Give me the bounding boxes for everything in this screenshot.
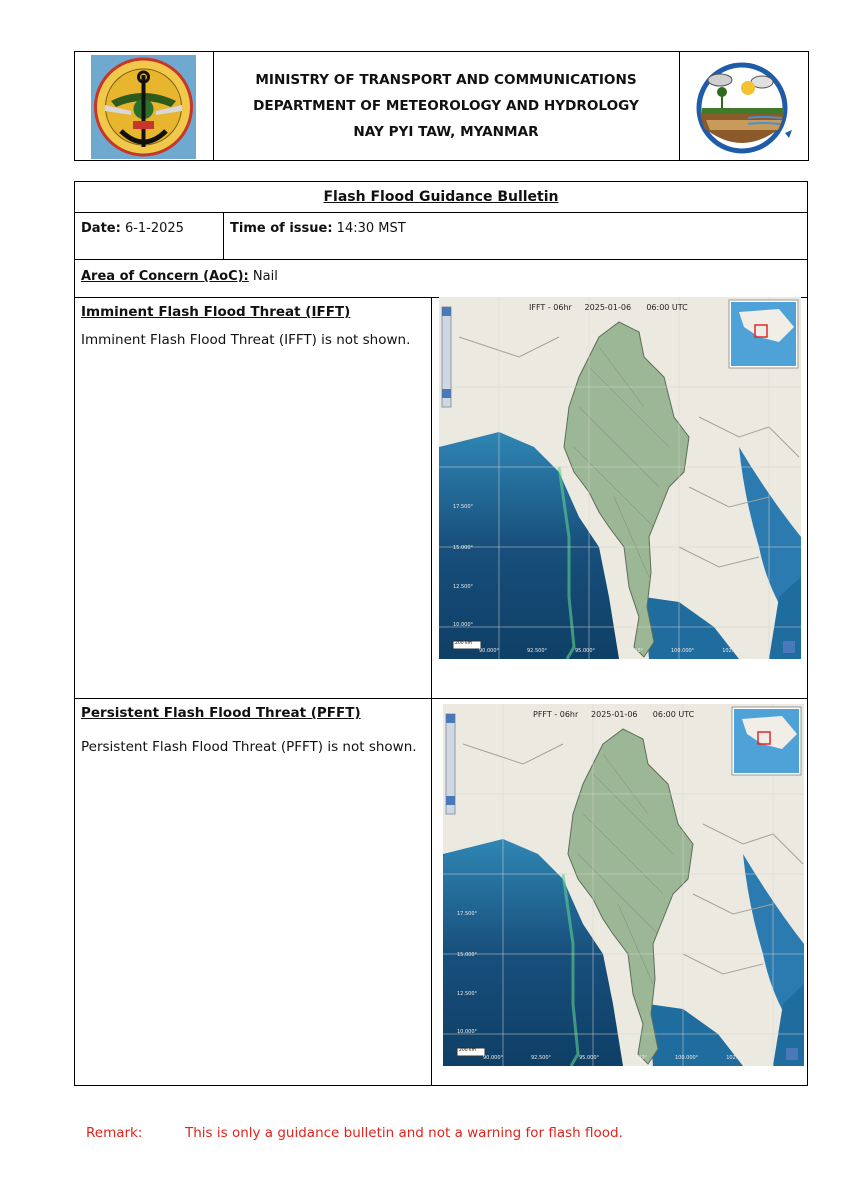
ifft-lat-label-4: 10.000° (453, 622, 473, 628)
ministry-logo (91, 55, 196, 159)
pfft-map-caption (533, 710, 694, 719)
aoc-value: Nail (252, 269, 278, 284)
ifft-body: Imminent Flash Flood Threat (IFFT) is not shown. (81, 332, 411, 348)
pfft-lon-label: 100.000° (675, 1055, 699, 1061)
remark-label: Remark: (86, 1125, 143, 1141)
pfft-heading: Persistent Flash Flood Threat (PFFT) (81, 705, 361, 721)
ifft-scale-bar: 200 km (455, 641, 473, 646)
bulletin-title: Flash Flood Guidance Bulletin (323, 189, 559, 205)
pfft-map-time: 06:00 UTC (652, 710, 695, 719)
pfft-lon-label: 97.500° (627, 1055, 647, 1061)
ifft-map-date: 2025-01-06 (584, 303, 632, 312)
ifft-lon-label: 100.000° (671, 648, 695, 654)
aoc-label: Area of Concern (AoC): (81, 269, 249, 284)
date-value: 6-1-2025 (124, 221, 184, 236)
ifft-lon-label: 90.000° (479, 648, 499, 654)
row-divider-sections (74, 698, 808, 699)
pfft-map (443, 704, 804, 1066)
pfft-lon-label: 90.000° (483, 1055, 503, 1061)
pfft-lat-label-3: 12.500° (457, 991, 477, 997)
pfft-map-product: PFFT - 06hr (533, 710, 579, 719)
department-name: DEPARTMENT OF METEOROLOGY AND HYDROLOGY (253, 98, 639, 114)
pfft-lat-label-4: 10.000° (457, 1029, 477, 1035)
ifft-lat-label-2: 15.000° (453, 545, 473, 551)
ifft-map-caption (529, 303, 688, 312)
letterhead-text (213, 52, 679, 160)
date-col-divider (223, 212, 224, 260)
section-col-divider (431, 297, 432, 1086)
time-label: Time of issue: (230, 221, 333, 236)
dmh-logo (690, 58, 800, 156)
time-cell (230, 214, 406, 244)
pfft-lon-labels (483, 1055, 749, 1061)
remark-text: This is only a guidance bulletin and not a warning for flash flood. (185, 1125, 623, 1141)
ifft-heading: Imminent Flash Flood Threat (IFFT) (81, 304, 351, 320)
time-value: 14:30 MST (336, 221, 406, 236)
location-name: NAY PYI TAW, MYANMAR (353, 124, 539, 140)
ifft-map-product: IFFT - 06hr (529, 303, 572, 312)
ifft-lon-label: 97.500° (623, 648, 643, 654)
date-label: Date: (81, 221, 121, 236)
pfft-lon-label: 92.500° (531, 1055, 551, 1061)
letterhead-divider-right (679, 51, 680, 161)
row-divider-title (74, 212, 808, 213)
ifft-lon-label: 92.500° (527, 648, 547, 654)
pfft-body: Persistent Flash Flood Threat (PFFT) is not shown. (81, 739, 417, 755)
ifft-map-time: 06:00 UTC (646, 303, 688, 312)
pfft-lon-label: 95.000° (579, 1055, 599, 1061)
ifft-lat-label-1: 17.500° (453, 504, 473, 510)
ifft-lon-labels (479, 648, 745, 654)
aoc-cell (81, 262, 278, 292)
pfft-scale-bar: 200 km (459, 1048, 477, 1053)
ifft-lon-label: 102.500° (722, 648, 746, 654)
row-divider-date (74, 259, 808, 260)
ministry-name: MINISTRY OF TRANSPORT AND COMMUNICATIONS (255, 72, 637, 88)
pfft-lat-label-2: 15.000° (457, 952, 477, 958)
ifft-lat-label-3: 12.500° (453, 584, 473, 590)
pfft-map-date: 2025-01-06 (591, 710, 638, 719)
pfft-lat-label-1: 17.500° (457, 911, 477, 917)
pfft-lon-label: 102.500° (726, 1055, 750, 1061)
ifft-map (439, 297, 801, 659)
ifft-lon-label: 95.000° (575, 648, 595, 654)
date-cell (81, 214, 184, 244)
